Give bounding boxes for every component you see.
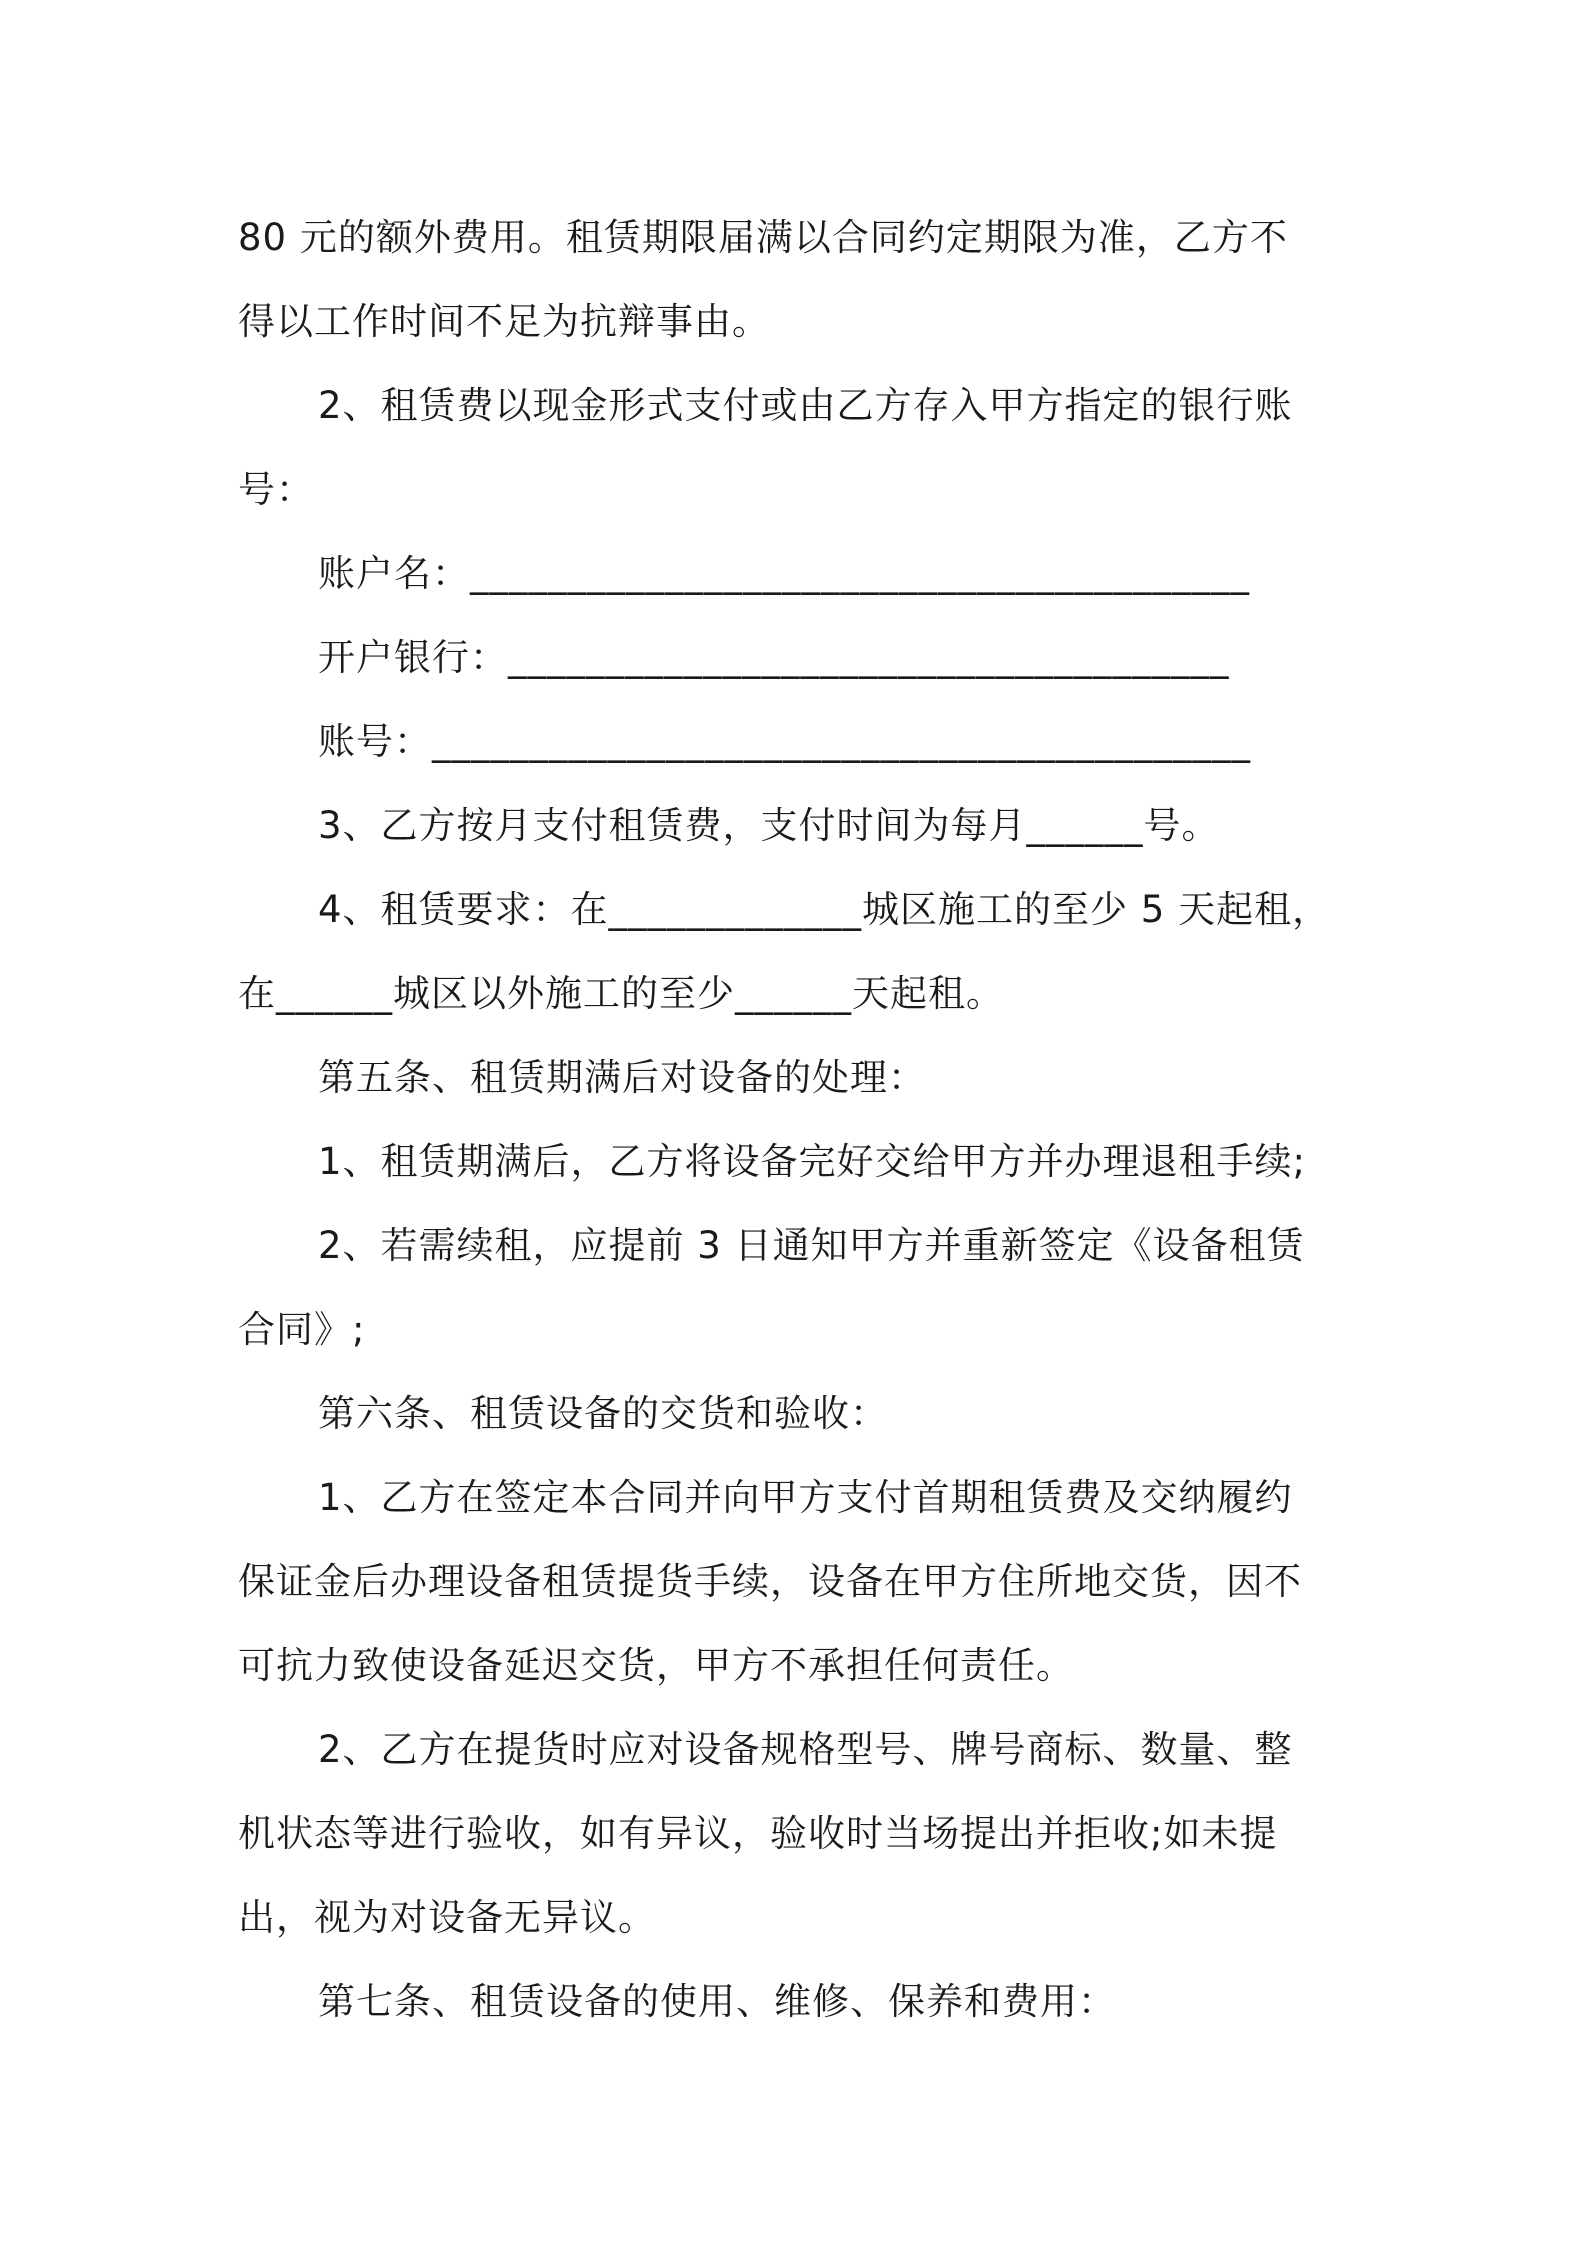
text-line: 2、若需续租，应提前 3 日通知甲方并重新签定《设备租赁	[318, 1224, 1305, 1267]
text-line: 2、乙方在提货时应对设备规格型号、牌号商标、数量、整	[318, 1728, 1293, 1771]
text-line: 机状态等进行验收，如有异议，验收时当场提出并拒收;如未提	[238, 1812, 1278, 1855]
text-line: 保证金后办理设备租赁提货手续，设备在甲方住所地交货，因不	[238, 1560, 1302, 1603]
text-line: 可抗力致使设备延迟交货，甲方不承担任何责任。	[238, 1644, 1074, 1687]
contract-text	[238, 196, 1358, 2044]
text-line: 1、乙方在签定本合同并向甲方支付首期租赁费及交纳履约	[318, 1476, 1293, 1519]
payment-method-clause: 2、租赁费以现金形式支付或由乙方存入甲方指定的银行账	[318, 384, 1293, 427]
section-heading: 第六条、租赁设备的交货和验收：	[318, 1392, 888, 1435]
account-name-field: 账户名：________________________________________	[318, 552, 1250, 595]
text-line: 合同》;	[238, 1308, 366, 1351]
text-line: 出，视为对设备无异议。	[238, 1896, 656, 1939]
text-line: 在______城区以外施工的至少______天起租。	[238, 972, 1004, 1015]
text-line: 1、租赁期满后，乙方将设备完好交给甲方并办理退租手续;	[318, 1140, 1307, 1183]
section-heading: 第五条、租赁期满后对设备的处理：	[318, 1056, 926, 1099]
section-heading: 第七条、租赁设备的使用、维修、保养和费用：	[318, 1980, 1116, 2023]
account-number-field: 账号：__________________________________________	[318, 720, 1251, 763]
text-line: 号：	[238, 468, 314, 511]
text-line: 80 元的额外费用。租赁期限届满以合同约定期限为准，乙方不	[238, 216, 1288, 259]
payment-date-clause: 3、乙方按月支付租赁费，支付时间为每月______号。	[318, 804, 1220, 847]
rental-requirement-clause: 4、租赁要求：在_____________城区施工的至少 5 天起租，	[318, 888, 1331, 931]
text-line: 得以工作时间不足为抗辩事由。	[238, 300, 770, 343]
bank-name-field: 开户银行：_____________________________________	[318, 636, 1230, 679]
